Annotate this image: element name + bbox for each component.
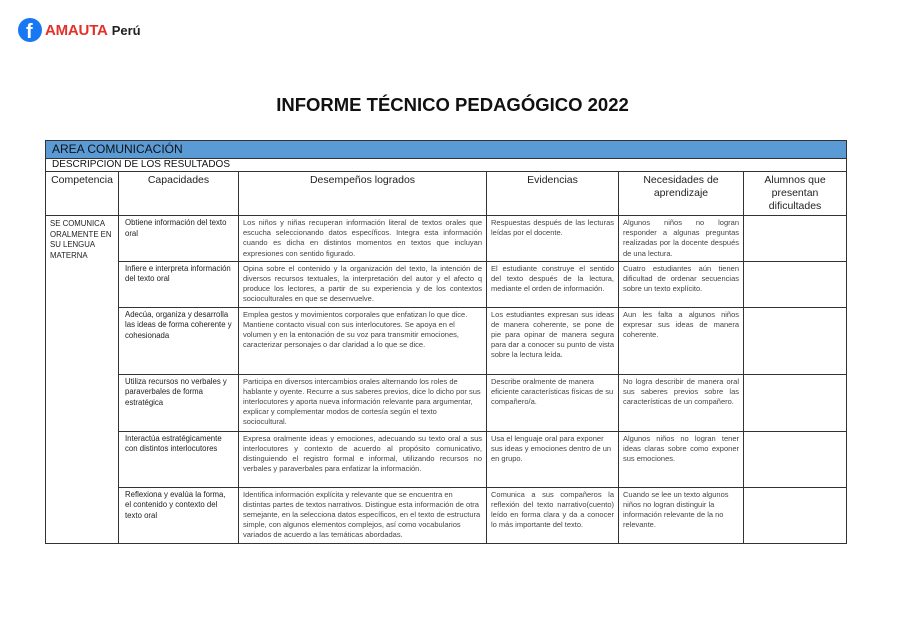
report-table xyxy=(45,140,847,544)
table-row xyxy=(46,431,847,487)
evidencia-cell: Respuestas después de las lecturas leídas por el docente. xyxy=(487,216,619,262)
brand-header xyxy=(18,17,141,43)
description-title: DESCRIPCION DE LOS RESULTADOS xyxy=(46,159,847,172)
necesidad-cell: Cuatro estudiantes aún tienen dificultad de ordenar secuencias sobre un texto explícito. xyxy=(619,261,744,307)
desempeno-cell: Opina sobre el contenido y la organización del texto, la intención de diversos recursos textuales, la interpretación del autor y el afecto q produce los lectores, a partir de su experiencia y de los contextos socioculturales en que se desenvuelve. xyxy=(239,261,487,307)
column-header: Evidencias xyxy=(487,172,619,216)
capacidad-cell: Obtiene información del texto oral xyxy=(119,216,239,262)
table-row xyxy=(46,307,847,374)
column-header: Necesidades de aprendizaje xyxy=(619,172,744,216)
table-row xyxy=(46,374,847,431)
column-header: Alumnos que presentan dificultades xyxy=(744,172,847,216)
alumnos-cell xyxy=(744,216,847,262)
capacidad-cell: Adecúa, organiza y desarrolla las ideas de forma coherente y cohesionada xyxy=(119,307,239,374)
description-row xyxy=(46,159,847,172)
evidencia-cell: Comunica a sus compañeros la reflexión del texto narrativo(cuento) leído en forma clara y da a conocer lo más importante del texto. xyxy=(487,487,619,543)
column-header-row xyxy=(46,172,847,216)
necesidad-cell: Algunos niños no logran tener ideas claras sobre como exponer sus emociones. xyxy=(619,431,744,487)
desempeno-cell: Identifica información explícita y relevante que se encuentra en distintas partes de textos narrativos. Distingue esta información de otra semejante, en la selecciona datos específicos, en el texto de estructura simple, con algunos elementos complejos, así como vocabularios variados de acuerdo a las temáticas abordadas. xyxy=(239,487,487,543)
table-row xyxy=(46,487,847,543)
facebook-icon: f xyxy=(18,18,42,42)
capacidad-cell: Utiliza recursos no verbales y paraverbales de forma estratégica xyxy=(119,374,239,431)
evidencia-cell: Los estudiantes expresan sus ideas de manera coherente, se pone de pie para opinar de manera segura para dar a conocer su punto de vista sobre la lectura leída. xyxy=(487,307,619,374)
alumnos-cell xyxy=(744,487,847,543)
alumnos-cell xyxy=(744,431,847,487)
alumnos-cell xyxy=(744,307,847,374)
area-row xyxy=(46,141,847,159)
brand-name: AMAUTA xyxy=(45,21,108,39)
table-row xyxy=(46,216,847,262)
column-header: Desempeños logrados xyxy=(239,172,487,216)
desempeno-cell: Los niños y niñas recuperan información literal de textos orales que escucha seleccionando datos específicos. Integra esta información cuando es dicha en distintos momentos en textos que incluyan expresiones con sentido figurado. xyxy=(239,216,487,262)
capacidad-cell: Reflexiona y evalúa la forma, el contenido y contexto del texto oral xyxy=(119,487,239,543)
necesidad-cell: No logra describir de manera oral sus saberes previos sobre las características de un compañero. xyxy=(619,374,744,431)
necesidad-cell: Aun les falta a algunos niños expresar sus ideas de manera coherente. xyxy=(619,307,744,374)
area-title: AREA COMUNICACIÓN xyxy=(46,141,847,159)
table-row xyxy=(46,261,847,307)
capacidad-cell: Infiere e interpreta información del texto oral xyxy=(119,261,239,307)
evidencia-cell: Usa el lenguaje oral para exponer sus ideas y emociones dentro de un en grupo. xyxy=(487,431,619,487)
column-header: Capacidades xyxy=(119,172,239,216)
desempeno-cell: Expresa oralmente ideas y emociones, adecuando su texto oral a sus interlocutores y contexto de acuerdo al propósito comunicativo, distinguiendo el registro formal e informal, utilizando recursos no verbales y paraverbales para enfatizar la información. xyxy=(239,431,487,487)
necesidad-cell: Cuando se lee un texto algunos niños no logran distinguir la información relevante de la no relevante. xyxy=(619,487,744,543)
alumnos-cell xyxy=(744,261,847,307)
column-header: Competencia xyxy=(46,172,119,216)
desempeno-cell: Participa en diversos intercambios orales alternando los roles de hablante y oyente. Recurre a sus saberes previos, dice lo dicho por sus interlocutores y aporta nueva información relevante para argumentar, explicar y complementar modos de cortesía según el texto sociocultural. xyxy=(239,374,487,431)
capacidad-cell: Interactúa estratégicamente con distintos interlocutores xyxy=(119,431,239,487)
desempeno-cell: Emplea gestos y movimientos corporales que enfatizan lo que dice. Mantiene contacto visual con sus interlocutores. Se apoya en el volumen y en la entonación de su voz para transmitir emociones, caracterizar personajes o dar claridad a lo que se dice. xyxy=(239,307,487,374)
necesidad-cell: Algunos niños no logran responder a algunas preguntas realizadas por la docente después de una lectura. xyxy=(619,216,744,262)
evidencia-cell: El estudiante construye el sentido del texto después de la lectura, mediante el orden de información. xyxy=(487,261,619,307)
evidencia-cell: Describe oralmente de manera eficiente características físicas de su compañero/a. xyxy=(487,374,619,431)
page-title: INFORME TÉCNICO PEDAGÓGICO 2022 xyxy=(276,94,629,115)
competencia-cell: SE COMUNICA ORALMENTE EN SU LENGUA MATERNA xyxy=(46,216,119,544)
brand-country: Perú xyxy=(111,22,141,38)
alumnos-cell xyxy=(744,374,847,431)
